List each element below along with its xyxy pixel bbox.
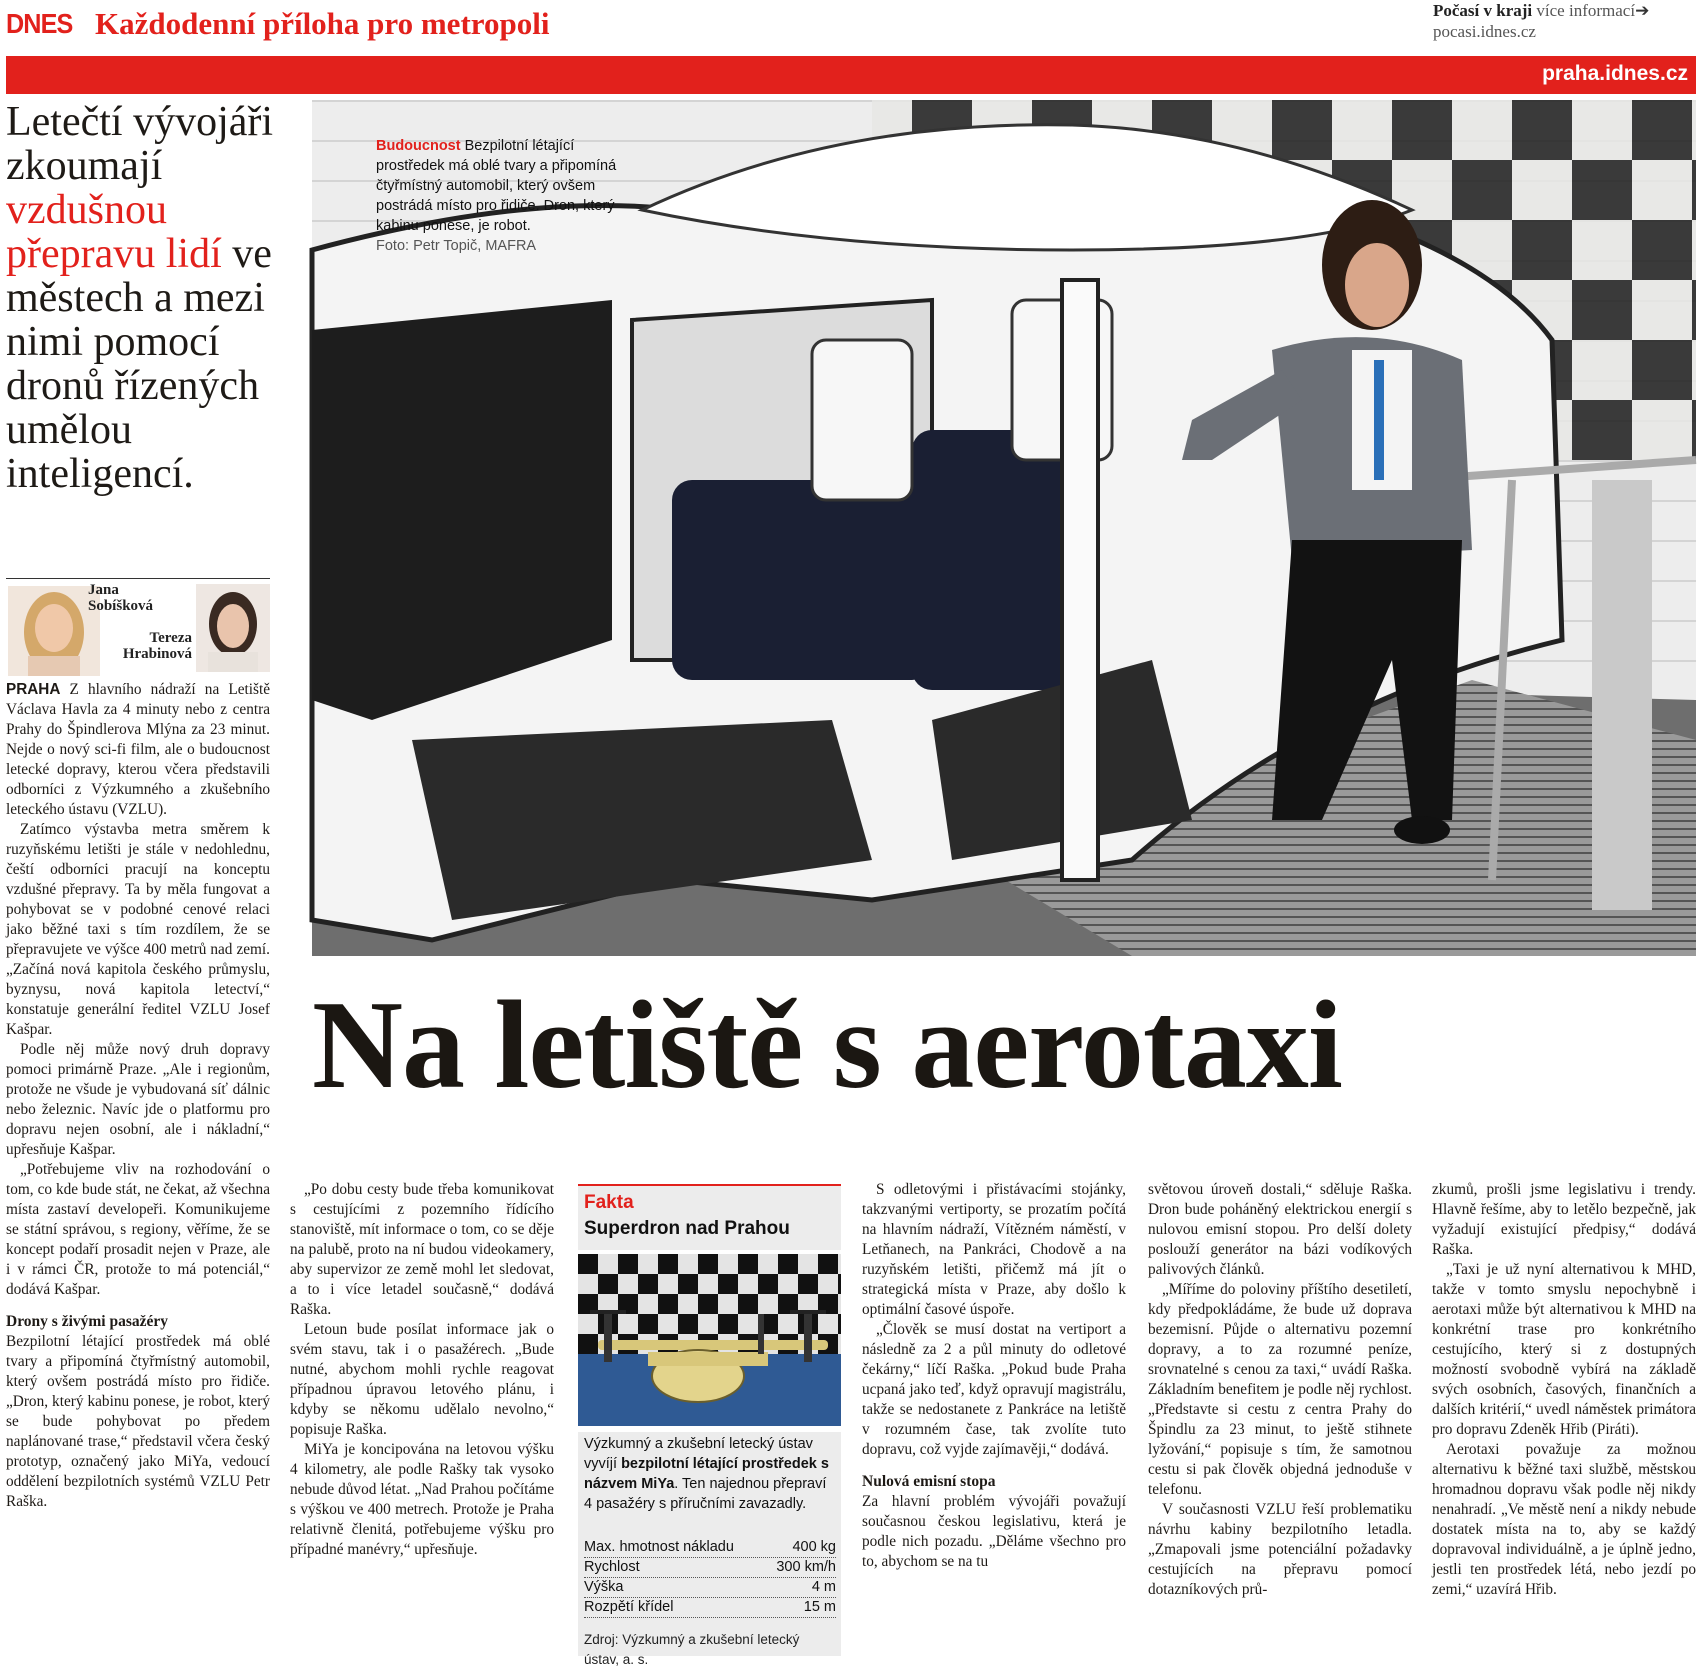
col2-p1: „Po dobu cesty bude třeba komunikovat s cestujícími z pozemního řídícího stanoviště, mít informace o tom, co se děje na palubě, proto na ní budou videokamery, aby supervizor ze země mohl let sledovat, a to i více letadel současně,“ dodává Raška. bbox=[290, 1181, 554, 1318]
facts-title: Superdron nad Prahou bbox=[584, 1218, 790, 1239]
article-column-1 bbox=[6, 680, 270, 1512]
drone-photo bbox=[578, 1254, 841, 1426]
spec-label: Max. hmotnost nákladu bbox=[584, 1539, 734, 1555]
spec-value: 400 kg bbox=[792, 1539, 836, 1555]
facts-text-bold: bezpilotní létající prostředek s názvem MiYa bbox=[584, 1456, 829, 1492]
lede-highlight: vzdušnou přepravu lidí bbox=[6, 187, 222, 277]
col1-p5: Bezpilotní létající prostředek má oblé tvary a připomíná čtyřmístný automobil, který ovšem postrádá místo pro řidiče. „Dron, který kabinu ponese, je robot, který se bude pohybovat po předem naplánované trase,“ představil včera český prototyp, označený jako MiYa, vedoucí oddělení bezpilotních systémů VZLU Petr Raška. bbox=[6, 1333, 270, 1510]
author1-photo bbox=[8, 586, 100, 676]
photo-caption bbox=[376, 136, 641, 256]
weather-box[interactable] bbox=[1433, 0, 1649, 42]
spec-label: Rozpětí křídel bbox=[584, 1599, 674, 1615]
weather-label: Počasí v kraji bbox=[1433, 1, 1533, 20]
col4-subhead: Nulová emisní stopa bbox=[862, 1473, 996, 1490]
facts-text-pre: Výzkumný a zkušební letecký ústav vyvíjí bbox=[584, 1436, 813, 1472]
spec-label: Rychlost bbox=[584, 1559, 640, 1575]
spec-row bbox=[584, 1598, 836, 1618]
facts-box bbox=[578, 1184, 841, 1667]
col1-p3: Podle něj může nový druh dopravy pomoci primárně Praze. „Ale i regionům, protože ne všude je vybudovaná síť dálnic nebo železnic. Navíc jde o platformu pro dopravu nejen osobní, ale i nákladní,“ upřesňuje Kašpar. bbox=[6, 1041, 270, 1158]
col6-p2: „Taxi je už nyní alternativou k MHD, takže v tomto smyslu nepochybně i aerotaxi může být alternativou k MHD na konkrétní trase pro konkrétního cestujícího, který si z dostupných možností svobodně vybírá na základě svých osobních, časových, finančních a dalších kritérií,“ uvedl náměstek primátora pro dopravu Zdeněk Hřib (Piráti). bbox=[1432, 1261, 1696, 1438]
article-column-6 bbox=[1432, 1180, 1696, 1600]
article-column-2 bbox=[290, 1180, 554, 1560]
spec-row bbox=[584, 1558, 836, 1578]
lede bbox=[6, 100, 286, 496]
author2-photo bbox=[196, 584, 270, 672]
article-column-5 bbox=[1148, 1180, 1412, 1600]
col6-p3: Aerotaxi považuje za možnou alternativu k běžné taxi službě, městskou hromadnou dopravu však podle něj nikdy nenahradí. „Ve městě není a nikdy nebude dostatek místa na to, aby se každý dopravoval individuálně, a je úplně jedno, jestli ten prostředek létá, nebo jezdí po zemi,“ uzavírá Hřib. bbox=[1432, 1441, 1696, 1598]
spec-value: 15 m bbox=[803, 1599, 836, 1615]
weather-url[interactable]: pocasi.idnes.cz bbox=[1433, 22, 1536, 41]
col4-p3: Za hlavní problém vývojáři považují současnou českou legislativu, která je podle nich pozadu. „Děláme všechno pro to, abychom se na tu bbox=[862, 1493, 1126, 1570]
photo-credit: Foto: Petr Topič, MAFRA bbox=[376, 238, 537, 254]
spec-row bbox=[584, 1538, 836, 1558]
spec-value: 4 m bbox=[811, 1579, 836, 1595]
caption-text: Bezpilotní létající prostředek má oblé tvary a připomíná čtyřmístný automobil, který ovšem postrádá místo pro řidiče. Dron, který kabinu ponese, je robot. bbox=[376, 138, 617, 234]
headline: Na letiště s aerotaxi bbox=[312, 976, 1342, 1115]
col5-p3: V současnosti VZLU řeší problematiku návrhu kabiny bezpilotního letadla. „Zmapovali jsme potenciální požadavky cestujících na přepravu pomocí dotazníkových prů- bbox=[1148, 1501, 1412, 1598]
spec-value: 300 km/h bbox=[776, 1559, 836, 1575]
caption-lead: Budoucnost bbox=[376, 138, 461, 154]
arrow-right-icon: ➔ bbox=[1635, 1, 1650, 20]
col6-p1: zkumů, prošli jsme legislativu i trendy. Hlavně řešíme, aby to letělo bezpečně, jak vyžadují existující předpisy,“ dodává Raška. bbox=[1432, 1181, 1696, 1258]
facts-text bbox=[584, 1434, 836, 1514]
section-web-link[interactable]: praha.idnes.cz bbox=[1542, 62, 1688, 85]
col1-p4: „Potřebujeme vliv na rozhodování o tom, co kde bude stát, ne čekat, až všechna místa zastaví developeři. Komunikujeme se státní správou, s regiony, věříme, že se koncept podaří prosadit nejen v Praze, ale i v rámci ČR, protože to má potenciál,“ dodává Kašpar. bbox=[6, 1161, 270, 1298]
article-column-4 bbox=[862, 1180, 1126, 1572]
author1-name: Jana Sobíšková bbox=[88, 582, 154, 614]
facts-text-post: . Ten najednou přepraví 4 pasažéry s příručními zavazadly. bbox=[584, 1476, 827, 1512]
col1-p1: Z hlavního nádraží na Letiště Václava Havla za 4 minuty nebo z centra Prahy do Špindlerova Mlýna za 23 minut. Nejde o nový sci-fi film, ale o budoucnost letecké dopravy, kterou včera představili odborníci z Výzkumného a zkušebního leteckého ústavu (VZLU). bbox=[6, 681, 271, 818]
spec-row bbox=[584, 1578, 836, 1598]
facts-source: Zdroj: Výzkumný a zkušební letecký ústav, a. s. bbox=[584, 1632, 800, 1667]
col4-p2: „Člověk se musí dostat na vertiport a následně za 2 a půl minuty do odletové čekárny,“ líčí Raška. „Pokud bude Praha ucpaná jako teď, když opravují magistrálu, takže se nedostanete z Pankráce na letiště v rozumném čase, tak zvolíte tuto dopravu, což vyjde zajímavěji,“ dodává. bbox=[862, 1321, 1126, 1458]
col5-p1: světovou úroveň dostali,“ sděluje Raška. Dron bude poháněný elektrickou energií s nulovou emisní stopou. Pro delší dolety poslouží generátor na bázi vodíkových palivových článků. bbox=[1148, 1181, 1412, 1278]
spec-label: Výška bbox=[584, 1579, 624, 1595]
author2-name: Tereza Hrabinová bbox=[122, 630, 192, 662]
dateline: PRAHA bbox=[6, 681, 61, 698]
byline-rule bbox=[6, 578, 270, 579]
brand-logo[interactable]: DNES bbox=[6, 8, 73, 39]
masthead-subtitle: Každodenní příloha pro metropoli bbox=[95, 6, 550, 41]
col4-p1: S odletovými i přistávacími stojánky, takzvanými vertiporty, se prozatím počítá na hlavním nádraží, Vítězném náměstí, v Letňanech, na Pankráci, Chodově a na ruzyňském letišti, přičemž má jít o strategická místa v Praze, aby došlo k optimální časové úspoře. bbox=[862, 1181, 1126, 1318]
weather-more-link[interactable]: více informací bbox=[1536, 1, 1636, 20]
lede-part2: ve městech a mezi nimi pomocí dronů řízených umělou inteligencí. bbox=[6, 231, 272, 497]
lede-part1: Letečtí vývojáři zkoumají bbox=[6, 99, 274, 189]
section-bar bbox=[6, 56, 1696, 94]
col1-subhead: Drony s živými pasažéry bbox=[6, 1313, 169, 1330]
col1-p2: Zatímco výstavba metra směrem k ruzyňskému letišti je stále v nedohlednu, čeští odborníci pracují na konceptu vzdušné přepravy. Ta by měla fungovat a pohybovat se v podobné cenové relaci jako běžné taxi s tím rozdílem, že se přepravujete ve výšce 400 metrů nad zemí. „Začíná nová kapitola českého průmyslu, byznysu, nová kapitola letectví,“ konstatuje generální ředitel VZLU Josef Kašpar. bbox=[6, 821, 270, 1038]
col2-p3: MiYa je koncipována na letovou výšku 4 kilometry, ale podle Rašky tak vysoko nebude důvod létat. „Nad Prahou počítáme s výškou ve 400 metrech. Protože je Praha relativně členitá, potřebujeme výšku pro případné manévry,“ upřesňuje. bbox=[290, 1441, 554, 1558]
col2-p2: Letoun bude posílat informace jak o svém stavu, tak i o pasažérech. „Bude nutné, abychom mohli rychle reagovat případnou úpravou letového plánu, i kdyby se někomu udělalo nevolno,“ popisuje Raška. bbox=[290, 1321, 554, 1438]
col5-p2: „Míříme do poloviny příštího desetiletí, kdy předpokládáme, že bude už doprava bezemisní. Půjde o alternativu pozemní dopravy, a to za rozumné peníze, srovnatelné s cenou za taxi,“ uvádí Raška. Základním benefitem je podle něj rychlost. „Představte si cestu z centra Prahy do Špindlu za 23 minut, to ještě stihnete lyžování,“ popisuje s tím, že samotnou cestu si pak člověk objedná jednoduše v telefonu. bbox=[1148, 1281, 1412, 1498]
facts-label: Fakta bbox=[584, 1192, 634, 1213]
